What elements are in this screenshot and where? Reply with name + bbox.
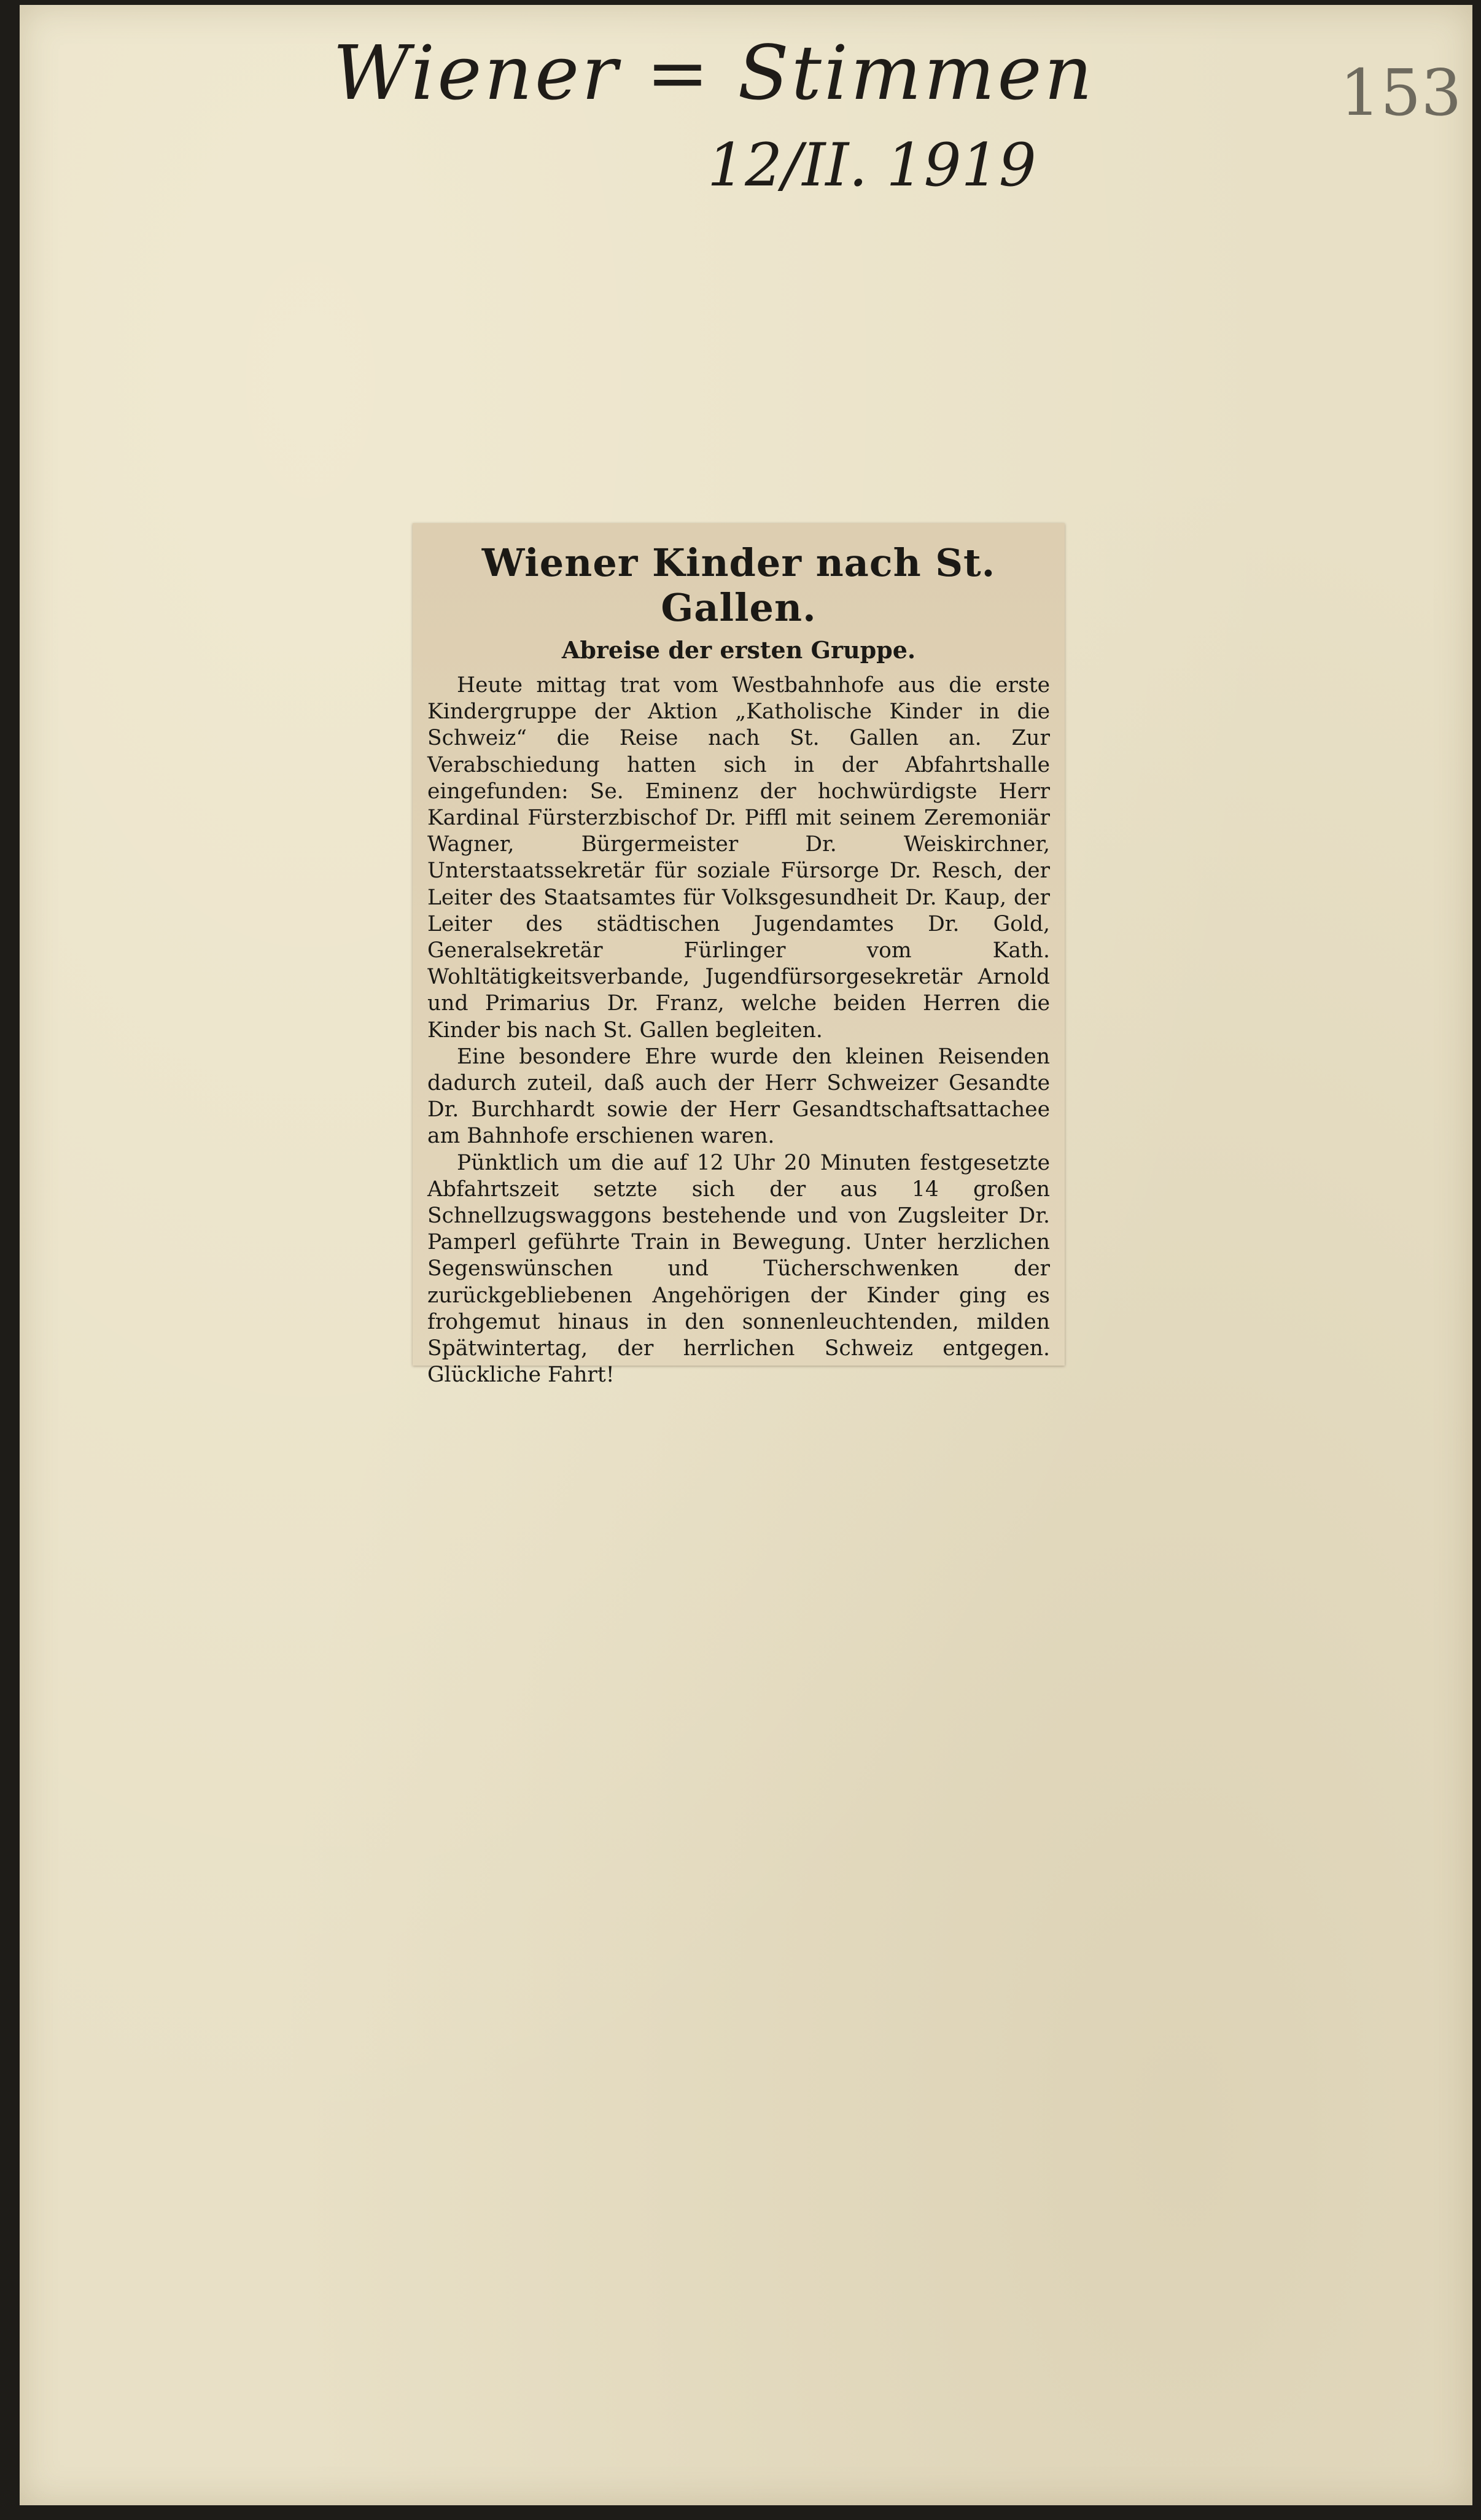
page-number: 153 [1340,55,1462,130]
handwritten-newspaper-title: Wiener = Stimmen [333,29,1095,117]
clipping-headline: Wiener Kinder nach St. Gallen. [481,540,996,630]
clipping-body [427,672,1050,1388]
clipping-paragraph-1: Heute mittag trat vom Westbahnhofe aus die erste Kindergruppe der Aktion „Katholische Kinder in die Schweiz“ die Reise nach St. Gallen an. Zur Verabschiedung hatten sich in der Abfahrtshalle eingefunden: Se. Eminenz der hochwürdigste Herr Kardinal Fürsterzbischof Dr. Piffl mit seinem Zeremoniär Wagner, Bürgermeister Dr. Weiskirchner, Unterstaatssekretär für soziale Fürsorge Dr. Resch, der Leiter des Staatsamtes für Volksgesundheit Dr. Kaup, der Leiter des städtischen Jugendamtes Dr. Gold, Generalsekretär Fürlinger vom Kath. Wohltätigkeitsverbande, Jugendfürsorgesekretär Arnold und Primarius Dr. Franz, welche beiden Herren die Kinder bis nach St. Gallen begleiten. [427,673,1050,1043]
clipping-paragraph-2: Eine besondere Ehre wurde den kleinen Reisenden dadurch zuteil, daß auch der Herr Schweizer Gesandte Dr. Burchhardt sowie der Herr Gesandtschaftsattachee am Bahnhofe erschienen waren. [427,1044,1050,1149]
clipping-subheadline: Abreise der ersten Gruppe. [561,636,916,664]
newspaper-clipping [413,523,1065,1388]
handwritten-date: 12/II. 1919 [707,131,1036,200]
clipping-paragraph-3: Pünktlich um die auf 12 Uhr 20 Minuten festgesetzte Abfahrtszeit setzte sich der aus 14 großen Schnellzugswaggons bestehende und von Zugsleiter Dr. Pamperl geführte Train in Bewegung. Unter herzlichen Segenswünschen und Tücherschwenken der zurückgebliebenen Angehörigen der Kinder ging es frohgemut hinaus in den sonnenleuchtenden, milden Spätwintertag, der herrlichen Schweiz entgegen. Glückliche Fahrt! [427,1150,1050,1388]
